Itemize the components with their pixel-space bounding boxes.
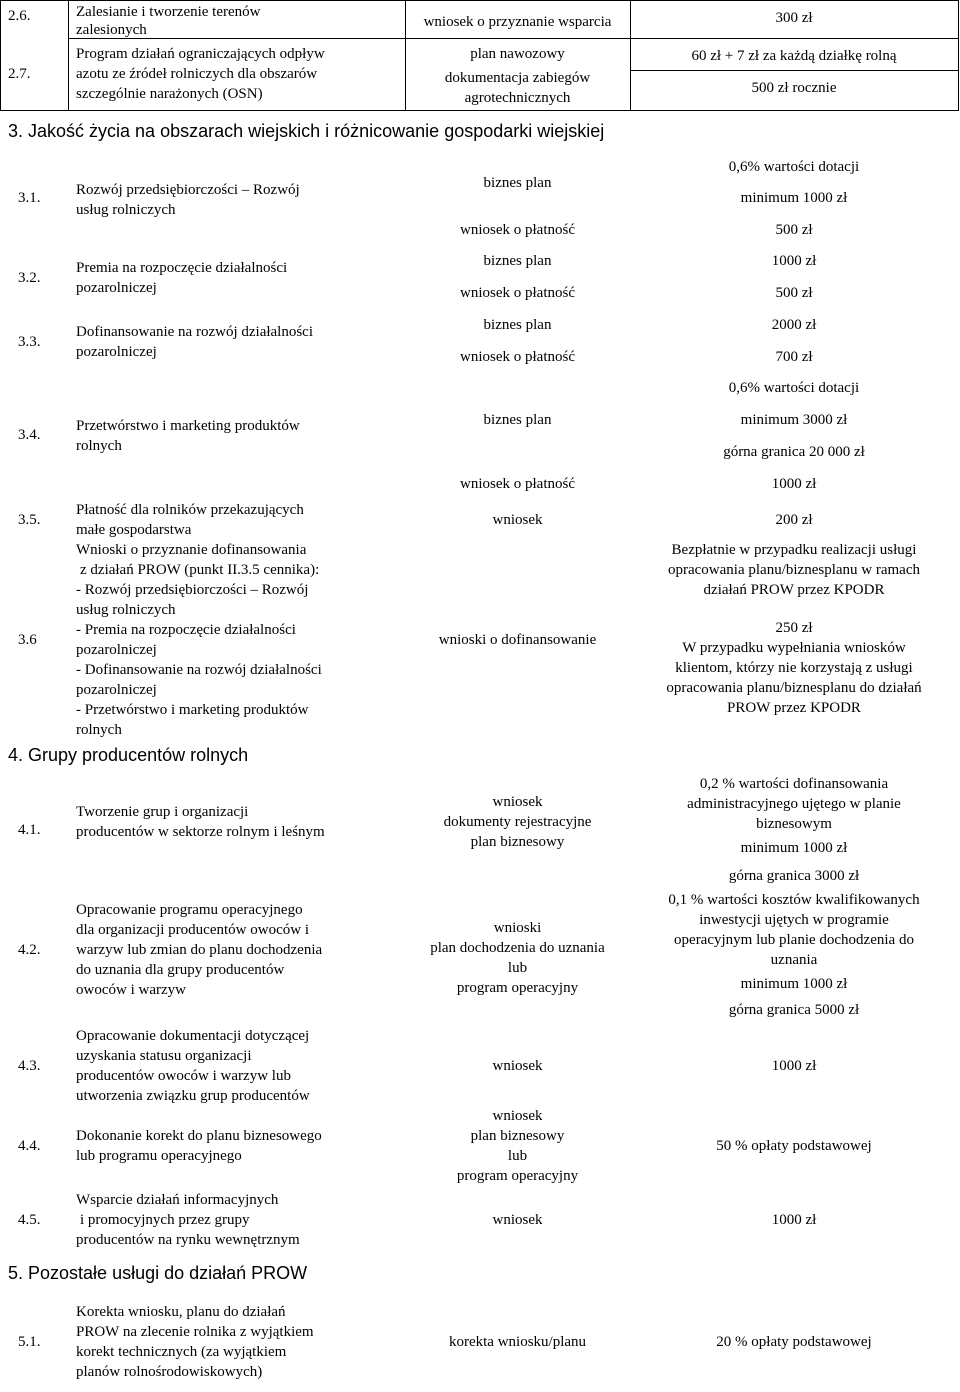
- required-document: dokumenty rejestracyjne: [443, 814, 592, 830]
- price: górna granica 20 000 zł: [723, 444, 865, 460]
- required-document: wniosek: [492, 1108, 543, 1124]
- row-number: 4.5.: [18, 1212, 41, 1228]
- service-description: pozarolniczej: [76, 682, 157, 698]
- service-description: rolnych: [76, 438, 122, 454]
- service-description: dla organizacji producentów owoców i: [76, 922, 309, 938]
- price: 0,6% wartości dotacji: [728, 380, 860, 396]
- price: 700 zł: [775, 349, 813, 365]
- service-description: Tworzenie grup i organizacji: [76, 804, 249, 820]
- service-description: Zalesianie i tworzenie terenów: [76, 4, 261, 20]
- service-description: lub programu operacyjnego: [76, 1148, 242, 1164]
- row-number: 3.2.: [18, 270, 41, 286]
- price: 2000 zł: [771, 317, 817, 333]
- service-description: Dokonanie korekt do planu biznesowego: [76, 1128, 322, 1144]
- service-description: Płatność dla rolników przekazujących: [76, 502, 304, 518]
- service-description: korekt technicznych (za wyjątkiem: [76, 1344, 287, 1360]
- section-heading: 3. Jakość życia na obszarach wiejskich i różnicowanie gospodarki wiejskiej: [8, 121, 605, 141]
- service-description: - Dofinansowanie na rozwój działalności: [76, 662, 322, 678]
- required-document: wniosek o płatność: [460, 222, 575, 238]
- service-description: planów rolnośrodowiskowych): [76, 1364, 263, 1380]
- service-description: usług rolniczych: [76, 202, 176, 218]
- row-number: 4.4.: [18, 1138, 41, 1154]
- service-description: szczególnie narażonych (OSN): [76, 86, 263, 102]
- required-document: wniosek o przyznanie wsparcia: [423, 14, 612, 30]
- service-description: Opracowanie programu operacyjnego: [76, 902, 303, 918]
- price: 250 zł: [775, 620, 813, 636]
- service-description: i promocyjnych przez grupy: [80, 1212, 250, 1228]
- service-description: Przetwórstwo i marketing produktów: [76, 418, 300, 434]
- service-description: azotu ze źródeł rolniczych dla obszarów: [76, 66, 318, 82]
- row-number: 3.5.: [18, 512, 41, 528]
- required-document: biznes plan: [483, 412, 552, 428]
- price: minimum 1000 zł: [740, 190, 848, 206]
- row-number: 4.1.: [18, 822, 41, 838]
- service-description: Program działań ograniczających odpływ: [76, 46, 325, 62]
- price: 1000 zł: [771, 1212, 817, 1228]
- required-document: wniosek o płatność: [460, 476, 575, 492]
- price: 500 zł rocznie: [751, 80, 837, 96]
- row-number: 3.4.: [18, 427, 41, 443]
- required-document: wniosek o płatność: [460, 349, 575, 365]
- price: 1000 zł: [771, 1058, 817, 1074]
- price: 200 zł: [775, 512, 813, 528]
- required-document: wniosek: [492, 794, 543, 810]
- row-number: 3.1.: [18, 190, 41, 206]
- row-number: 2.6.: [8, 8, 31, 24]
- service-description: - Premia na rozpoczęcie działalności: [76, 622, 296, 638]
- required-document: wnioski o dofinansowanie: [438, 632, 597, 648]
- service-description: do uznania dla grupy producentów: [76, 962, 285, 978]
- required-document: plan biznesowy: [470, 1128, 565, 1144]
- price: PROW przez KPODR: [727, 700, 861, 716]
- price: 300 zł: [775, 10, 813, 26]
- price: uznania: [770, 952, 818, 968]
- service-description: - Rozwój przedsiębiorczości – Rozwój: [76, 582, 309, 598]
- price: operacyjnym lub planie dochodzenia do: [674, 932, 914, 948]
- required-document: dokumentacja zabiegów: [444, 70, 591, 86]
- required-document: wniosek: [492, 1058, 543, 1074]
- price: 500 zł: [775, 222, 813, 238]
- row-number: 3.6: [18, 632, 37, 648]
- service-description: uzyskania statusu organizacji: [76, 1048, 252, 1064]
- service-description: zalesionych: [76, 22, 147, 38]
- price: 0,6% wartości dotacji: [728, 159, 860, 175]
- service-description: pozarolniczej: [76, 280, 157, 296]
- row-number: 5.1.: [18, 1334, 41, 1350]
- section-heading: 5. Pozostałe usługi do działań PROW: [8, 1263, 308, 1283]
- price: 20 % opłaty podstawowej: [716, 1334, 872, 1350]
- row-number: 2.7.: [8, 66, 31, 82]
- required-document: agrotechnicznych: [464, 90, 571, 106]
- required-document: biznes plan: [483, 317, 552, 333]
- price: opracowania planu/biznesplanu w ramach: [668, 562, 920, 578]
- service-description: producentów na rynku wewnętrznym: [76, 1232, 300, 1248]
- price: minimum 1000 zł: [740, 976, 848, 992]
- price: działań PROW przez KPODR: [703, 582, 885, 598]
- row-number: 4.3.: [18, 1058, 41, 1074]
- service-description: Korekta wniosku, planu do działań: [76, 1304, 286, 1320]
- row-number: 3.3.: [18, 334, 41, 350]
- service-description: Premia na rozpoczęcie działalności: [76, 260, 288, 276]
- service-description: Wsparcie działań informacyjnych: [76, 1192, 279, 1208]
- required-document: biznes plan: [483, 175, 552, 191]
- price: administracyjnego ujętego w planie: [687, 796, 901, 812]
- required-document: wniosek: [492, 1212, 543, 1228]
- service-description: z działań PROW (punkt II.3.5 cennika):: [80, 562, 320, 578]
- price: inwestycji ujętych w programie: [699, 912, 889, 928]
- required-document: korekta wniosku/planu: [448, 1334, 587, 1350]
- price: 1000 zł: [771, 476, 817, 492]
- price: 1000 zł: [771, 253, 817, 269]
- service-description: - Przetwórstwo i marketing produktów: [76, 702, 309, 718]
- required-document: lub: [507, 1148, 528, 1164]
- price: 500 zł: [775, 285, 813, 301]
- required-document: biznes plan: [483, 253, 552, 269]
- row-number: 4.2.: [18, 942, 41, 958]
- service-description: małe gospodarstwa: [76, 522, 192, 538]
- price: 60 zł + 7 zł za każdą działkę rolną: [691, 48, 897, 64]
- required-document: wnioski: [493, 920, 542, 936]
- required-document: program operacyjny: [456, 1168, 579, 1184]
- service-description: usług rolniczych: [76, 602, 176, 618]
- service-description: owoców i warzyw: [76, 982, 186, 998]
- required-document: plan dochodzenia do uznania: [430, 940, 605, 956]
- price: W przypadku wypełniania wniosków: [682, 640, 906, 656]
- price: 0,1 % wartości kosztów kwalifikowanych: [668, 892, 920, 908]
- service-description: producentów owoców i warzyw lub: [76, 1068, 291, 1084]
- price: górna granica 5000 zł: [728, 1002, 860, 1018]
- service-description: warzyw lub zmian do planu dochodzenia: [76, 942, 323, 958]
- service-description: pozarolniczej: [76, 642, 157, 658]
- service-description: Wnioski o przyznanie dofinansowania: [76, 542, 307, 558]
- service-description: pozarolniczej: [76, 344, 157, 360]
- required-document: lub: [507, 960, 528, 976]
- required-document: plan biznesowy: [470, 834, 565, 850]
- required-document: wniosek o płatność: [460, 285, 575, 301]
- required-document: plan nawozowy: [470, 46, 565, 62]
- service-description: Opracowanie dokumentacji dotyczącej: [76, 1028, 310, 1044]
- price: górna granica 3000 zł: [728, 868, 860, 884]
- service-description: Dofinansowanie na rozwój działalności: [76, 324, 314, 340]
- service-description: Rozwój przedsiębiorczości – Rozwój: [76, 182, 300, 198]
- required-document: wniosek: [492, 512, 543, 528]
- price: biznesowym: [756, 816, 832, 832]
- service-description: rolnych: [76, 722, 122, 738]
- service-description: utworzenia związku grup producentów: [76, 1088, 310, 1104]
- price: minimum 1000 zł: [740, 840, 848, 856]
- price: 50 % opłaty podstawowej: [716, 1138, 872, 1154]
- price: opracowania planu/biznesplanu do działań: [666, 680, 922, 696]
- service-description: producentów w sektorze rolnym i leśnym: [76, 824, 325, 840]
- required-document: program operacyjny: [456, 980, 579, 996]
- section-heading: 4. Grupy producentów rolnych: [8, 745, 249, 765]
- price: klientom, którzy nie korzystają z usługi: [675, 660, 913, 676]
- price: Bezpłatnie w przypadku realizacji usługi: [671, 542, 917, 558]
- price: minimum 3000 zł: [740, 412, 848, 428]
- service-description: PROW na zlecenie rolnika z wyjątkiem: [76, 1324, 314, 1340]
- price: 0,2 % wartości dofinansowania: [699, 776, 889, 792]
